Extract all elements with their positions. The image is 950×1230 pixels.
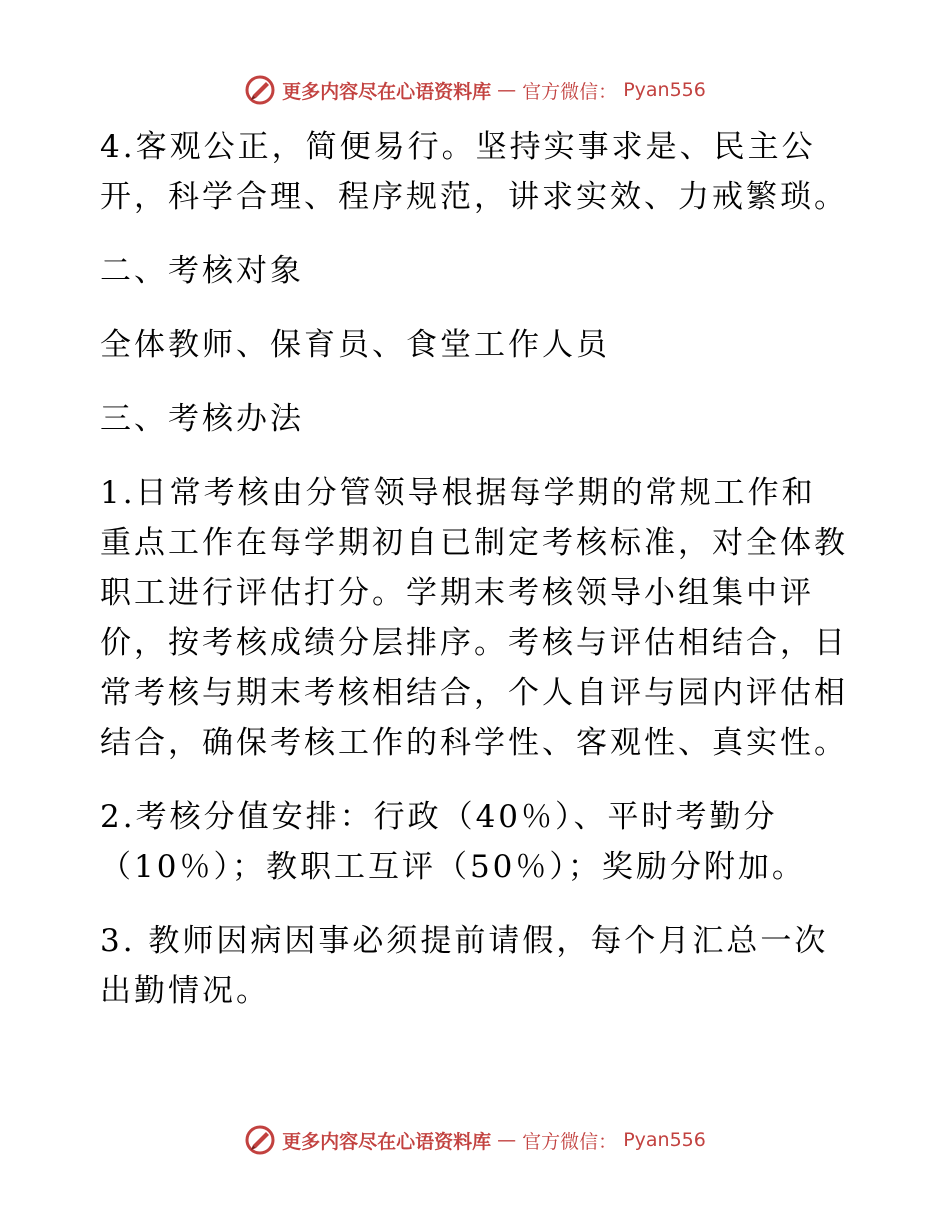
text-line: 4.客观公正，简便易行。坚持实事求是、民主公 <box>100 129 816 165</box>
section-heading-assessment-targets <box>100 246 860 296</box>
text-line: 1.日常考核由分管领导根据每学期的常规工作和 <box>100 475 816 511</box>
banner-wechat-id: Pyan556 <box>623 79 706 101</box>
heading-line: 二、考核对象 <box>100 253 304 289</box>
paragraph-assessment-targets <box>100 320 860 370</box>
text-line: 价，按考核成绩分层排序。考核与评估相结合，日 <box>100 625 848 661</box>
section-heading-assessment-methods <box>100 394 860 444</box>
header-banner <box>0 72 950 108</box>
banner-separator: — <box>497 1129 517 1151</box>
footer-banner <box>0 1122 950 1158</box>
text-line: 2.考核分值安排：行政（40％）、平时考勤分 <box>100 799 778 835</box>
text-line: 3. 教师因病因事必须提前请假，每个月汇总一次 <box>100 923 829 959</box>
paragraph-method-1 <box>100 468 860 768</box>
banner-wechat-label: 官方微信： <box>522 80 618 103</box>
paragraph-principle-4 <box>100 122 860 222</box>
text-line: 重点工作在每学期初自已制定考核标准，对全体教 <box>100 525 848 561</box>
document-body <box>100 122 860 1016</box>
banner-separator: — <box>497 79 517 101</box>
brand-logo-icon <box>244 1124 276 1156</box>
heading-line: 三、考核办法 <box>100 401 304 437</box>
text-line: 出勤情况。 <box>100 973 270 1009</box>
text-line: 开，科学合理、程序规范，讲求实效、力戒繁琐。 <box>100 179 848 215</box>
paragraph-method-3 <box>100 916 860 1016</box>
paragraph-method-2 <box>100 792 860 892</box>
text-line: 结合，确保考核工作的科学性、客观性、真实性。 <box>100 725 848 761</box>
text-line: 职工进行评估打分。学期末考核领导小组集中评 <box>100 575 814 611</box>
text-line: 全体教师、保育员、食堂工作人员 <box>100 327 610 363</box>
text-line: 常考核与期末考核相结合，个人自评与园内评估相 <box>100 675 848 711</box>
banner-wechat-id: Pyan556 <box>623 1129 706 1151</box>
banner-text: 更多内容尽在心语资料库 <box>282 80 492 103</box>
banner-text: 更多内容尽在心语资料库 <box>282 1130 492 1153</box>
brand-logo-icon <box>244 74 276 106</box>
banner-wechat-label: 官方微信： <box>522 1130 618 1153</box>
text-line: （10％）；教职工互评（50％）；奖励分附加。 <box>100 849 806 885</box>
